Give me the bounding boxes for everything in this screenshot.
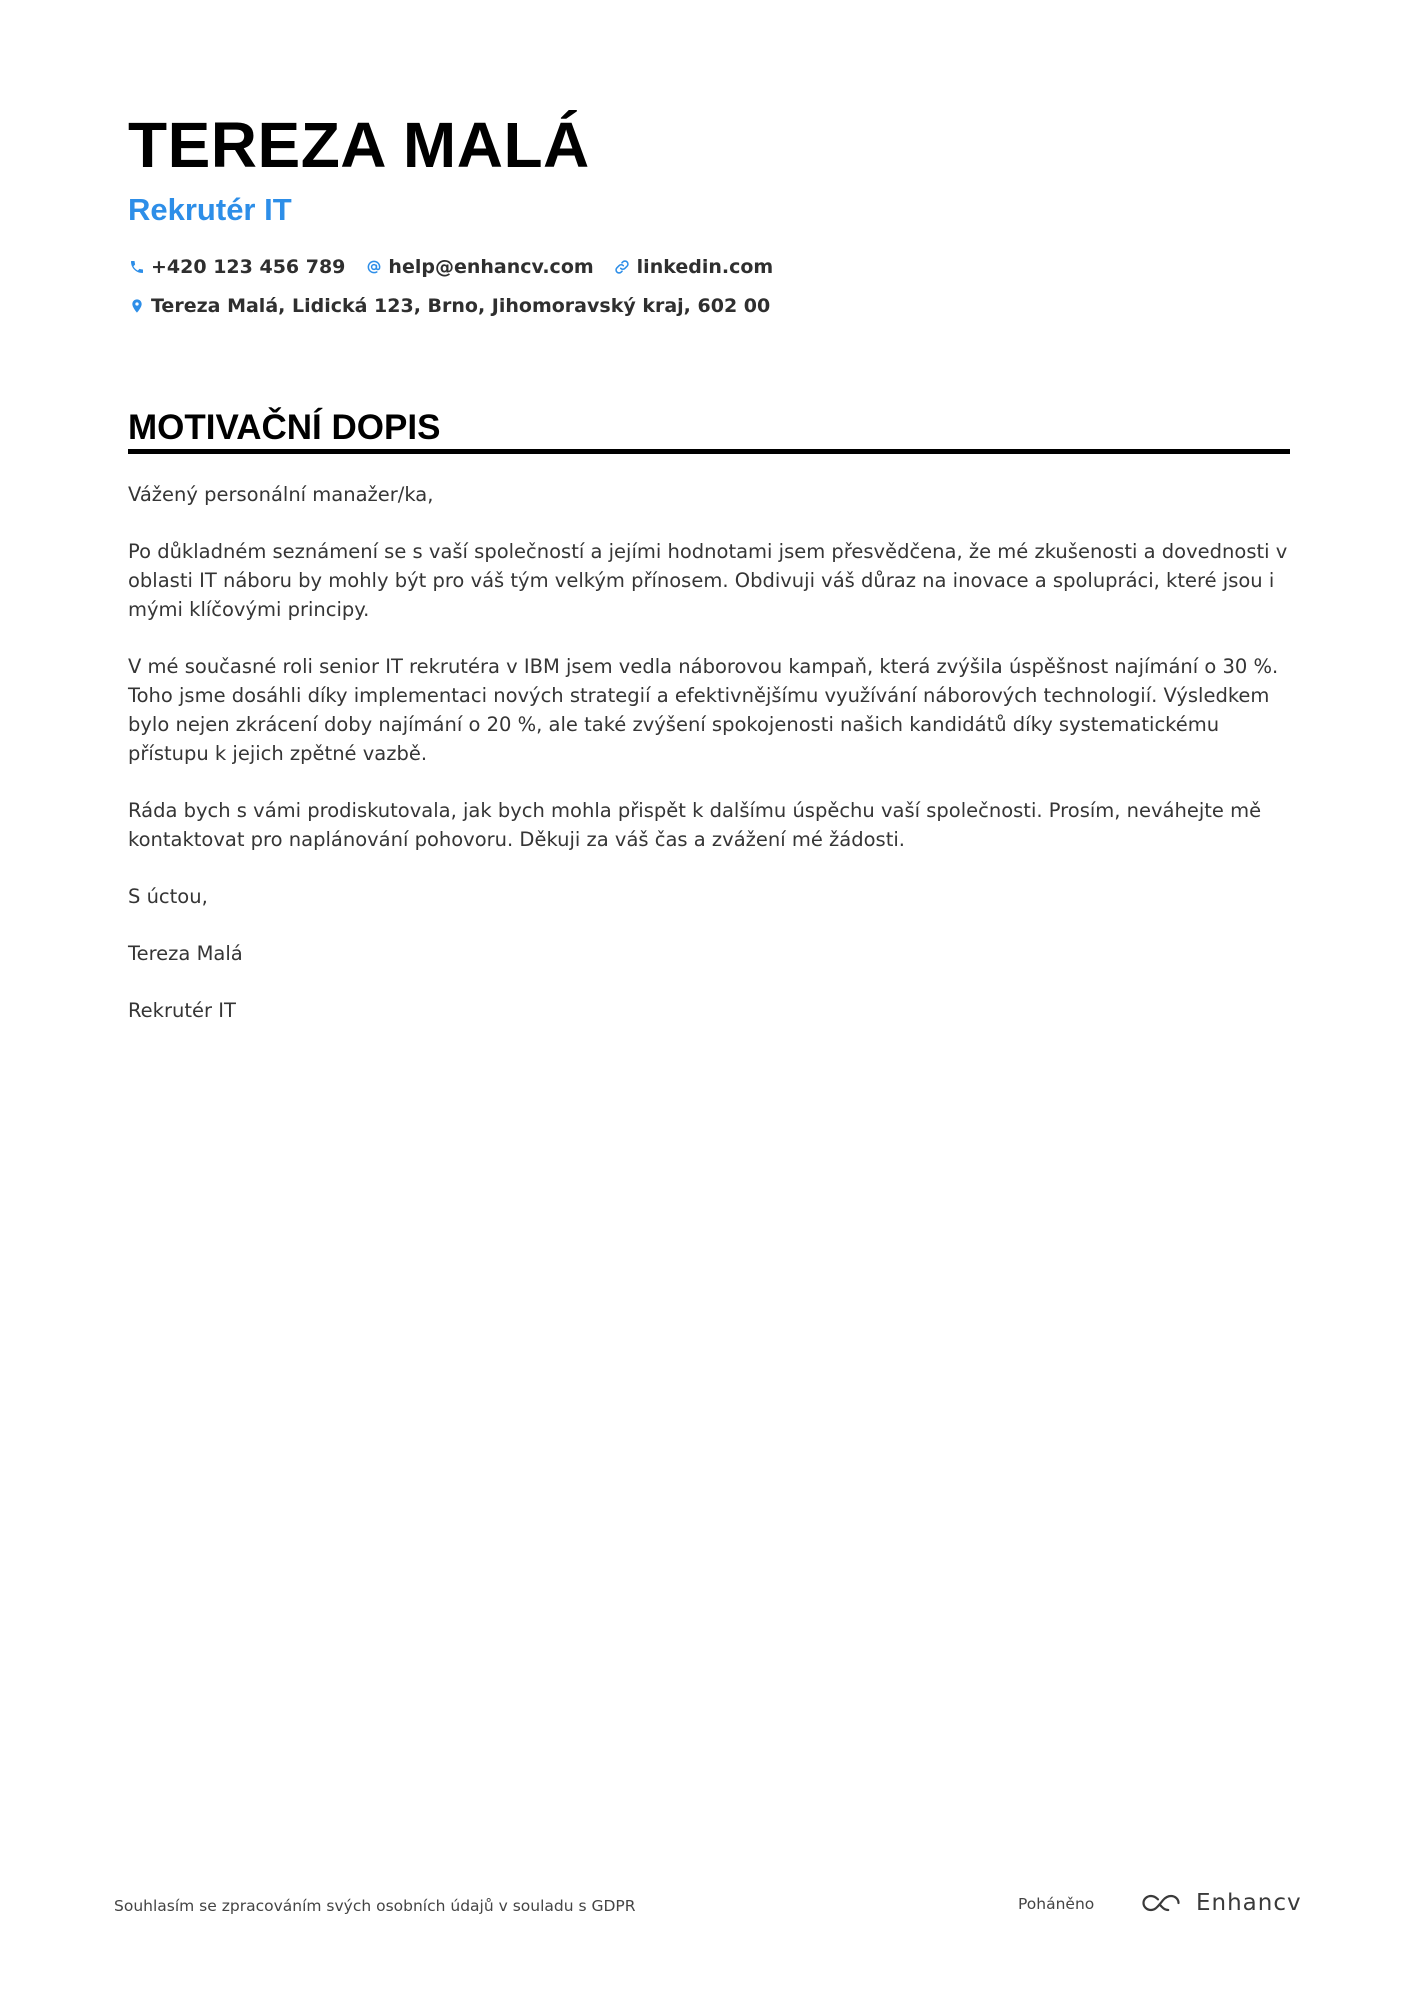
contact-address [128,295,770,317]
contact-row-primary [128,253,793,281]
link-icon [614,259,631,276]
phone-icon [128,259,145,276]
location-pin-icon [128,298,145,315]
contact-row-address [128,292,790,320]
contact-linkedin[interactable] [614,256,774,278]
contact-email-text: help@enhancv.com [388,256,594,278]
letter-greeting: Vážený personální manažer/ka, [128,483,434,506]
letter-paragraph-3: Ráda bych s vámi prodiskutovala, jak bych mohla přispět k dalšímu úspěchu vaší společnosti. Prosím, neváhejte mě kontaktovat pro naplánování pohovoru. Děkuji za váš čas a zvážení mé žádosti. [128,799,1262,851]
enhancv-logo-icon [1138,1890,1184,1916]
contact-email[interactable] [365,256,593,278]
applicant-role: Rekrutér IT [128,192,292,227]
letter-closing: S úctou, [128,885,208,908]
contact-address-text: Tereza Malá, Lidická 123, Brno, Jihomoravský kraj, 602 00 [151,295,771,317]
contact-linkedin-text: linkedin.com [636,256,774,278]
section-title: MOTIVAČNÍ DOPIS [128,408,441,447]
gdpr-consent-text: Souhlasím se zpracováním svých osobních údajů v souladu s GDPR [114,1897,636,1915]
letter-body [128,480,1293,1053]
contact-phone[interactable] [128,256,345,278]
enhancv-brand[interactable] [1138,1888,1302,1918]
at-icon [365,259,382,276]
letter-paragraph-2: V mé současné roli senior IT rekrutéra v IBM jsem vedla náborovou kampaň, která zvýšila úspěšnost najímání o 30 %. Toho jsme dosáhli díky implementaci nových strategií a efektivnějšímu využívání náborových technologií. Výsledkem bylo nejen zkrácení doby najímání o 20 %, ale také zvýšení spokojenosti našich kandidátů díky systematickému přístupu k jejich zpětné vazbě. [128,655,1279,765]
applicant-name: TEREZA MALÁ [128,109,590,181]
contact-phone-text: +420 123 456 789 [151,256,346,278]
powered-by-label: Poháněno [1018,1895,1095,1913]
letter-signature-name: Tereza Malá [128,942,243,965]
enhancv-brand-name: Enhancv [1196,1890,1302,1916]
letter-paragraph-1: Po důkladném seznámení se s vaší společností a jejími hodnotami jsem přesvědčena, že mé zkušenosti a dovednosti v oblasti IT náboru by mohly být pro váš tým velkým přínosem. Obdivuji váš důraz na inovace a spolupráci, které jsou i mými klíčovými principy. [128,540,1288,621]
letter-signature-role: Rekrutér IT [128,999,236,1022]
section-divider [128,449,1290,454]
